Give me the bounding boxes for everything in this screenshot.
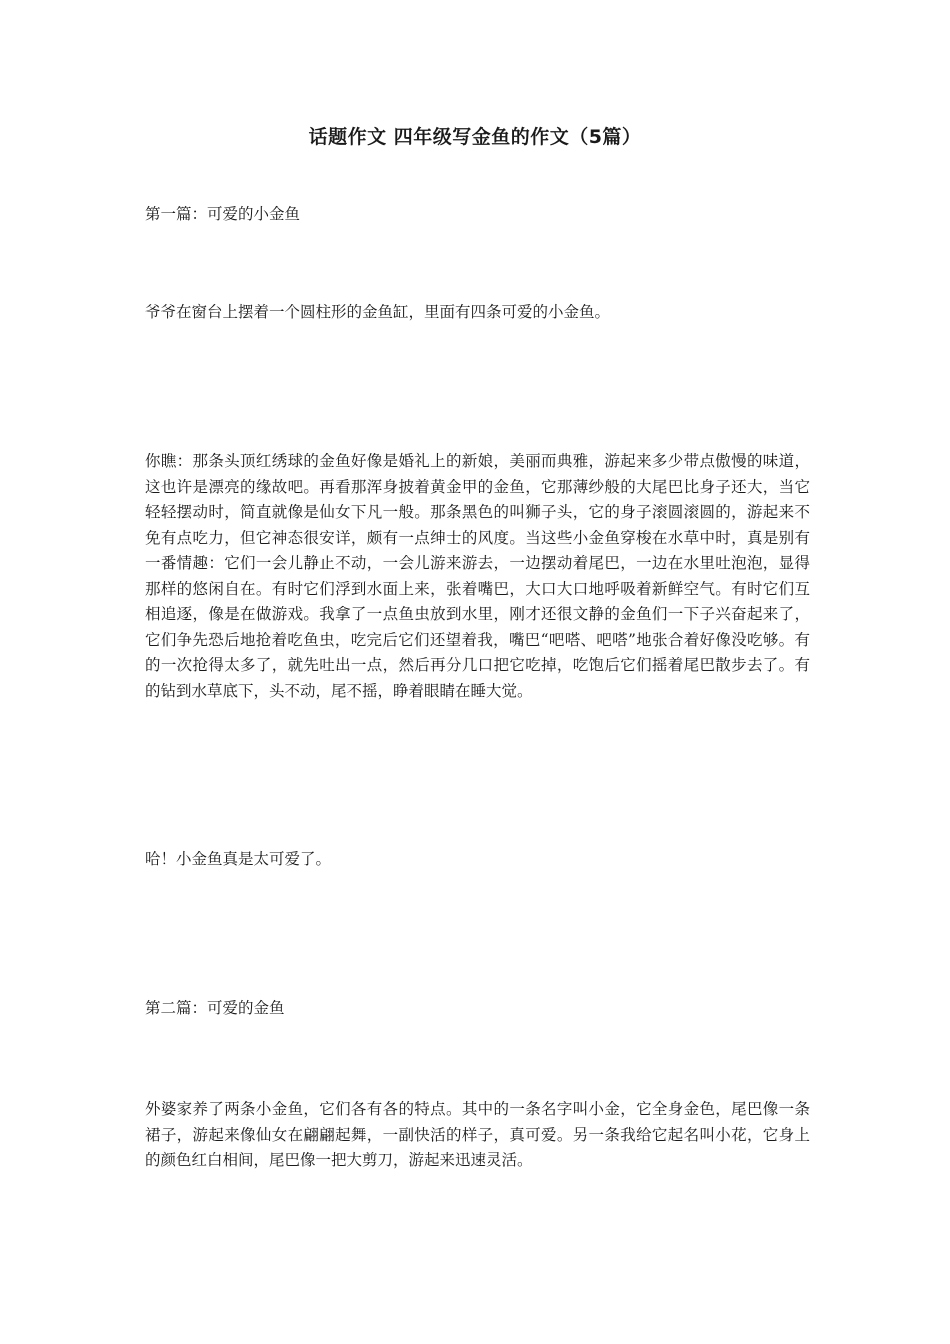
section-2-heading: 第二篇：可爱的金鱼	[145, 999, 285, 1017]
document-title: 话题作文 四年级写金鱼的作文（5篇）	[308, 126, 642, 148]
section-1-heading: 第一篇：可爱的小金鱼	[145, 205, 301, 223]
section-2-paragraph-1: 外婆家养了两条小金鱼，它们各有各的特点。其中的一条名字叫小金，它全身金色，尾巴像一条裙子，游起来像仙女在翩翩起舞，一副快活的样子，真可爱。另一条我给它起名叫小花，它身上的颜色红白相间，尾巴像一把大剪刀，游起来迅速灵活。	[145, 1100, 810, 1169]
section-1-paragraph-3: 哈！小金鱼真是太可爱了。	[145, 850, 332, 868]
section-1-paragraph-1: 爷爷在窗台上摆着一个圆柱形的金鱼缸，里面有四条可爱的小金鱼。	[145, 303, 611, 321]
section-1-paragraph-2: 你瞧：那条头顶红绣球的金鱼好像是婚礼上的新娘，美丽而典雅，游起来多少带点傲慢的味道，这也许是漂亮的缘故吧。再看那浑身披着黄金甲的金鱼，它那薄纱般的大尾巴比身子还大，当它轻轻摆动时，简直就像是仙女下凡一般。那条黑色的叫狮子头，它的身子滚圆滚圆的，游起来不免有点吃力，但它神态很安详，颇有一点绅士的风度。当这些小金鱼穿梭在水草中时，真是别有一番情趣：它们一会儿静止不动，一会儿游来游去，一边摆动着尾巴，一边在水里吐泡泡，显得那样的悠闲自在。有时它们浮到水面上来，张着嘴巴，大口大口地呼吸着新鲜空气。有时它们互相追逐，像是在做游戏。我拿了一点鱼虫放到水里，刚才还很文静的金鱼们一下子兴奋起来了，它们争先恐后地抢着吃鱼虫，吃完后它们还望着我，嘴巴“吧嗒、吧嗒”地张合着好像没吃够。有的一次抢得太多了，就先吐出一点，然后再分几口把它吃掉，吃饱后它们摇着尾巴散步去了。有的钻到水草底下，头不动，尾不摇，睁着眼睛在睡大觉。	[145, 452, 810, 700]
